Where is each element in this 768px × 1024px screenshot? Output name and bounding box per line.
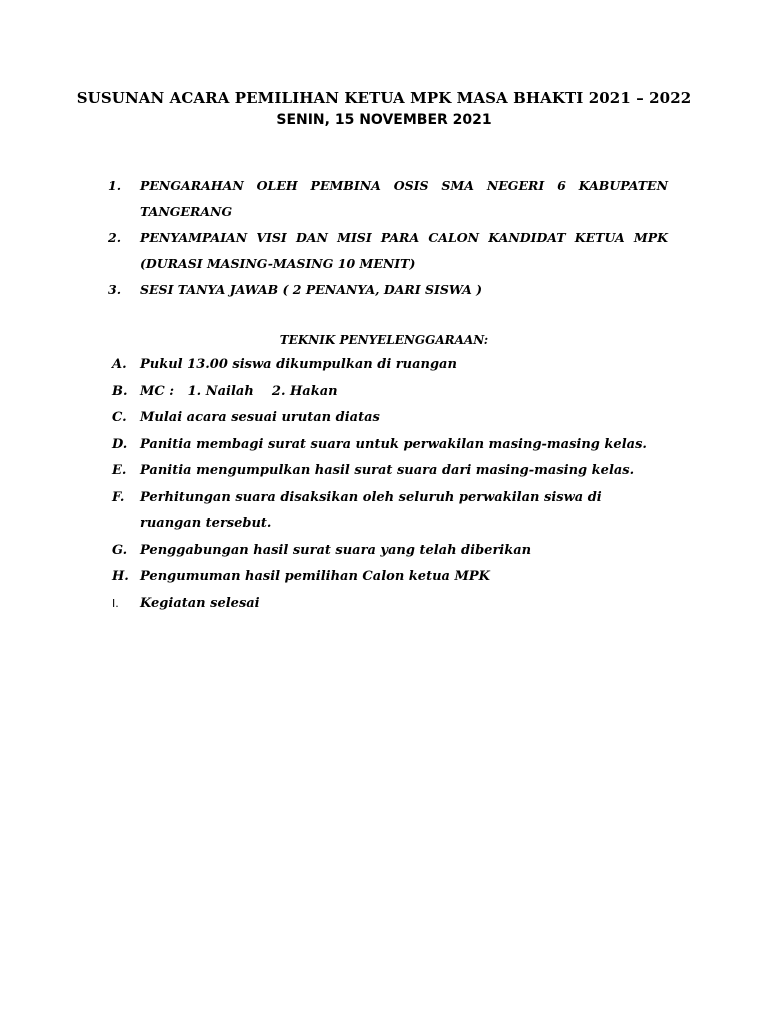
technique-item: [112, 379, 652, 406]
technique-item-letter: I.: [112, 596, 119, 610]
technique-item: [112, 458, 652, 485]
technique-item-letter: D.: [112, 436, 128, 452]
technique-item-letter: F.: [112, 489, 125, 505]
technique-item-letter: C.: [112, 410, 127, 425]
technique-item: [112, 485, 652, 538]
technique-item-text: Pengumuman hasil pemilihan Calon ketua MPK: [140, 569, 490, 584]
technique-heading: TEKNIK PENYELENGGARAAN:: [279, 333, 489, 347]
technique-item-text: Penggabungan hasil surat suara yang telah diberikan: [140, 542, 532, 558]
technique-item-text: Pukul 13.00 siswa dikumpulkan di ruangan: [140, 357, 457, 372]
agenda-item-text: SESI TANYA JAWAB ( 2 PENANYA, DARI SISWA ): [140, 282, 483, 297]
technique-item: [112, 564, 652, 591]
technique-list: [112, 352, 652, 617]
technique-item-text: Kegiatan selesai: [140, 595, 260, 611]
technique-item-letter: E.: [112, 463, 127, 478]
agenda-item-number: 3.: [108, 282, 122, 297]
agenda-list: [108, 173, 668, 303]
agenda-item-text: PENGARAHAN OLEH PEMBINA OSIS SMA NEGERI 6 KABUPATEN TANGERANG: [140, 178, 668, 219]
technique-item-text: Perhitungan suara disaksikan oleh seluruh perwakilan siswa di ruangan tersebut.: [140, 489, 602, 531]
technique-item-text: Mulai acara sesuai urutan diatas: [140, 410, 380, 425]
agenda-item-number: 2.: [108, 230, 122, 245]
agenda-item-number: 1.: [108, 178, 122, 193]
technique-item-text: MC : 1. Nailah 2. Hakan: [140, 383, 338, 399]
technique-item: [112, 432, 652, 459]
agenda-item: [108, 225, 668, 277]
technique-item-letter: H.: [112, 569, 129, 584]
document-title: SUSUNAN ACARA PEMILIHAN KETUA MPK MASA BHAKTI 2021 – 2022: [76, 89, 692, 107]
technique-item: [112, 538, 652, 565]
technique-item: [112, 591, 652, 618]
agenda-item-text: PENYAMPAIAN VISI DAN MISI PARA CALON KANDIDAT KETUA MPK (DURASI MASING-MASING 10 MENIT): [140, 230, 668, 271]
technique-item-letter: G.: [112, 542, 128, 558]
technique-item: [112, 352, 652, 379]
technique-item-letter: A.: [112, 357, 127, 372]
agenda-item: [108, 277, 668, 303]
agenda-item: [108, 173, 668, 225]
technique-item-text: Panitia mengumpulkan hasil surat suara dari masing-masing kelas.: [140, 463, 635, 478]
technique-item-letter: B.: [112, 383, 128, 399]
technique-item-text: Panitia membagi surat suara untuk perwakilan masing-masing kelas.: [140, 436, 647, 452]
document-date: SENIN, 15 NOVEMBER 2021: [276, 112, 492, 128]
technique-item: [112, 405, 652, 432]
